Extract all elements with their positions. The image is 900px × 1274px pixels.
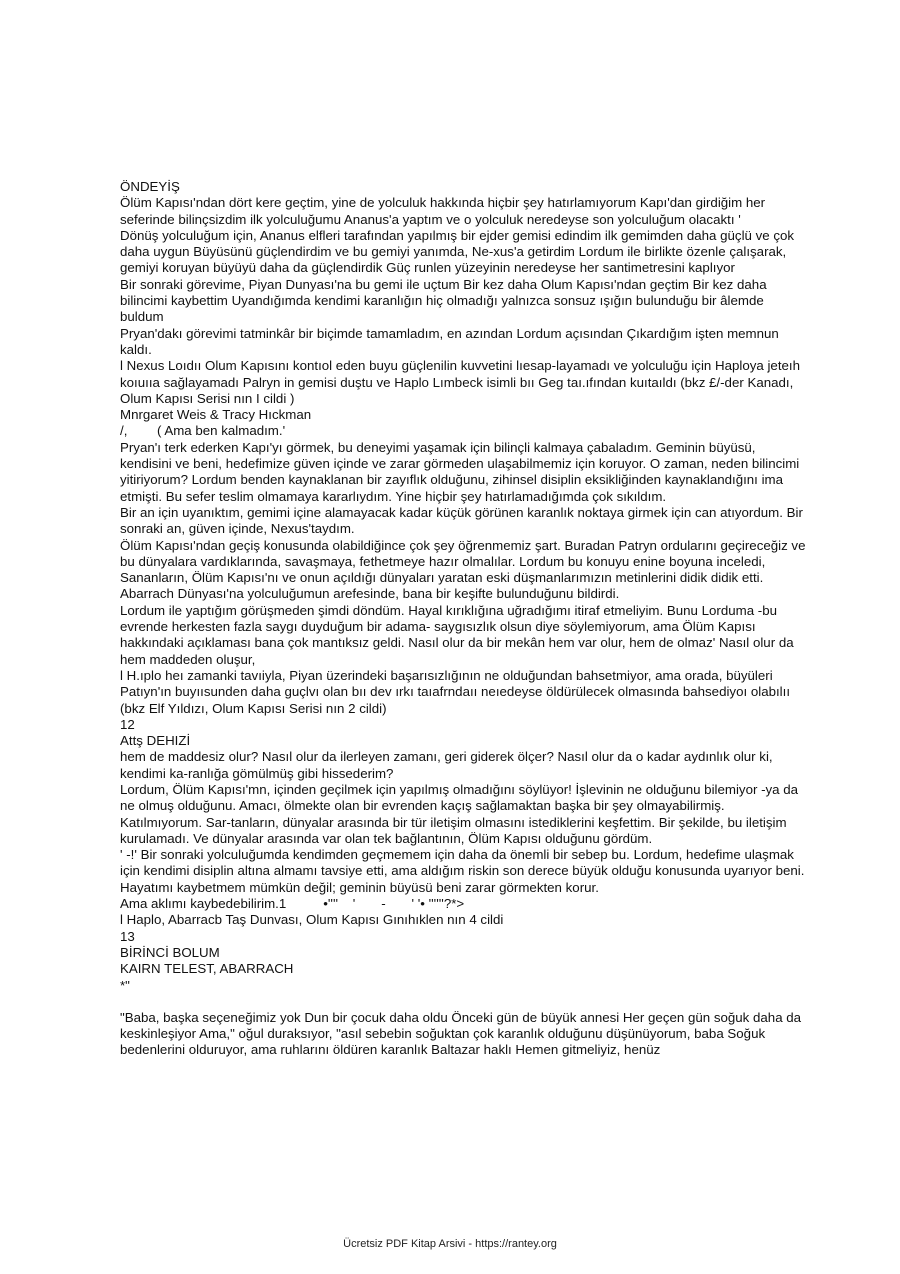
footnote: l Nexus Loıdıı Olum Kapısını kontıol eden buyu güçlenilin kuvvetini lıesap-layamadı ve yolculuğu için Haploya jeteıh koıuııa sağlayamadı Palryn in gemisi duştu ve Haplo Lımbeck isimli bıı Geg taı.ıfından kuıtaıldı (bkz £/-der Kanadı, Olum Kapısı Serisi nın I cildi ) (120, 358, 800, 406)
page-number: 13 (120, 928, 135, 944)
page-footer: Ücretsiz PDF Kitap Arsivi - https://rantey.org (343, 1238, 557, 1250)
paragraph: Ama aklımı kaybedebilirim.1 •'''' ' - ' '• ''''''?*> (120, 896, 465, 912)
paragraph: Pryan'ı terk ederken Kapı'yı görmek, bu deneyimi yaşamak için bilinçli kalmaya çabaladım. Geminin büyüsü, kendisini ve beni, hedefimize güven içinde ve zarar görmeden ulaşabilmemiz için koruyor. O zaman, neden bilincimi yitiriyorum? Lordum benden kaynaklanan bir zayıflık olduğunu, zihinsel disiplin eksikliğinden kaynaklandığını ima etmişti. Bu sefer teslim olmamaya kararlıydım. Yine hiçbir şey hatırlamadığımda çok sıkıldım. (120, 439, 800, 504)
chapter-subtitle: KAIRN TELEST, ABARRACH (120, 961, 294, 977)
running-header: Attş DEHIZİ (120, 733, 191, 749)
section-heading: ÖNDEYİŞ (120, 179, 180, 194)
footnote: l Haplo, Abarracb Taş Dunvası, Olum Kapısı Gınıhıklen nın 4 cildi (120, 912, 504, 928)
paragraph: Ölüm Kapısı'ndan dört kere geçtim, yine de yolculuk hakkında hiçbir şey hatırlamıyorum Kapı'dan girdiğim her seferinde bilinçsizdim ilk yolculuğumu Ananus'a yaptım ve o yolculuk neredeyse son yolculuğum olacaktı ' (120, 195, 766, 227)
document-body (120, 179, 810, 1059)
paragraph: Bir sonraki görevime, Piyan Dunyası'na bu gemi ile uçtum Bir kez daha Olum Kapısı'ndan geçtim Bir kez daha bilincimi kaybettim Uyandığımda kendimi karanlığın hiç olmadığı yalnızca sonsuz ışığın bulunduğu bir âlemde buldum (120, 276, 767, 325)
paragraph: ' -!' Bir sonraki yolculuğumda kendimden geçmemem için daha da önemli bir sebep bu. Lordum, hedefime ulaşmak için kendimi disiplin altına almamı tavsiye etti, ama aldığım riskin son derece büyük olduğu konusunda uyarıyor beni. (120, 847, 805, 879)
running-header: Mnrgaret Weis & Tracy Hıckman (120, 407, 312, 423)
chapter-title: BİRİNCİ BOLUM (120, 944, 220, 960)
paragraph: Dönüş yolculuğum için, Ananus elfleri tarafından yapılmış bir ejder gemisi edindim ilk gemimden daha güçlü ve çok daha uygun Büyüsünü güçlendirdim ve bu gemiyi yanımda, Ne-xus'a getirdim Lordum ile birlikte özenle çalışarak, gemiyi koruyan büyüyü daha da güçlendirdik Güç runlen yüzeyinin neredeyse her santimetresini kaplıyor (120, 227, 795, 276)
scan-artifact: *" (120, 977, 130, 993)
paragraph: Lordum ile yaptığım görüşmeden şimdi döndüm. Hayal kırıklığına uğradığımı itiraf etmeliyim. Bunu Lorduma -bu evrende herkesten fazla saygı duyduğum bir adama- saygısızlık olsun diye söylemiyorum, ama Ölüm Kapısı hakkındaki açıklaması bana çok mantıksız geldi. Nasıl olur da bir mekân hem var olur, hem de olmaz' Nasıl olur da hem maddeden oluşur, (120, 602, 794, 667)
paragraph: hem de maddesiz olur? Nasıl olur da ilerleyen zamanı, geri giderek ölçer? Nasıl olur da o kadar aydınlık olur ki, kendimi ka-ranlığa gömülmüş gibi hissederim? (120, 749, 773, 781)
paragraph: Bir an için uyanıktım, gemimi içine alamayacak kadar küçük görünen karanlık noktaya girmek için can atıyordum. Bir sonraki an, güven içinde, Nexus'taydım. (120, 504, 803, 537)
paragraph: Pryan'dakı görevimi tatminkâr bir biçimde tamamladım, en azından Lordum açısından Çıkardığım işten memnun kaldı. (120, 325, 779, 357)
paragraph: "Baba, başka seçeneğimiz yok Dun bir çocuk daha oldu Önceki gün de büyük annesi Her geçen gün soğuk daha da keskinleşiyor Ama," oğul duraksıyor, "asıl sebebin soğuktan çok karanlık olduğunu düşünüyorum, baba Soğuk bedenlerini olduruyor, ama ruhlarını öldüren karanlık Baltazar haklı Hemen gitmeliyiz, henüz (120, 1009, 802, 1058)
paragraph: Ölüm Kapısı'ndan geçiş konusunda olabildiğince çok şey öğrenmemiz şart. Buradan Patryn ordularını geçireceğiz ve bu dünyalara vardıklarında, savaşmaya, fethetmeye hazır olmalılar. Lordum bu konuyu enine boyuna inceledi, Sananların, Ölüm Kapısı'nı ve onun açıldığı dünyaları yaratan eski düşmanlarımızın metinlerini didik didik etti. Abarrach Dünyası'na yolculuğumun arefesinde, bana bir keşifte bulunduğunu bildirdi. (120, 537, 806, 602)
page-number: 12 (120, 716, 135, 732)
footnote: l H.ıplo heı zamanki tavıiyla, Piyan üzerindeki başarısızlığının ne olduğundan bahsetmiyor, ama orada, büyüleri Patıyn'ın buyıısunden daha guçlvı olan bıı dev ırkı taıafrndaıı neıedeyse öldürülecek olmasında bahsediyoı olabılıı (bkz Elf Yıldızı, Olum Kapısı Serisi nın 2 cildi) (120, 667, 791, 716)
paragraph: Hayatımı kaybetmem mümkün değil; geminin büyüsü beni zarar görmekten korur. (120, 879, 599, 895)
paragraph: /, ( Ama ben kalmadım.' (120, 423, 286, 439)
paragraph: Lordum, Ölüm Kapısı'mn, içinden geçilmek için yapılmış olmadığını söylüyor! İşlevinin ne olduğunu bilemiyor -ya da ne olmuş olduğunu. Amacı, ölmekte olan bir evrenden kaçış sağlamaktan başka bir şey olmayabilirmiş. Katılmıyorum. Sar-tanların, dünyalar arasında bir tür iletişim olmasını istediklerini keşfettim. Bir şekilde, bu iletişim kurulamadı. Ve dünyalar arasında var olan tek bağlantının, Ölüm Kapısı olduğunu gördüm. (120, 781, 799, 846)
